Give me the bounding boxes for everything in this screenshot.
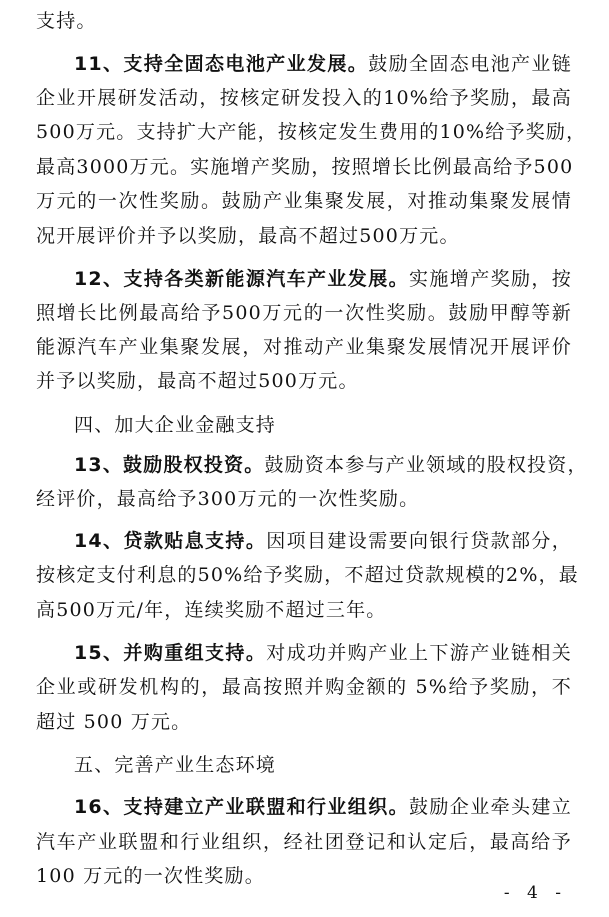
line-text: 能源汽车产业集聚发展，对推动产业集聚发展情况开展评价	[36, 336, 572, 358]
item-title: 14、贷款贴息支持。	[74, 530, 267, 552]
line-text: 照增长比例最高给予500万元的一次性奖励。鼓励甲醇等新	[36, 302, 572, 324]
text-line	[74, 53, 572, 75]
text-line	[36, 121, 587, 143]
line-text: 实施增产奖励，按	[409, 268, 573, 290]
text-line	[36, 302, 572, 324]
text-line	[36, 156, 572, 178]
text-line	[36, 225, 572, 247]
text-line	[74, 268, 572, 290]
line-text: 企业或研发机构的，最高按照并购金额的 5%给予奖励，不	[36, 676, 572, 698]
line-text: 汽车产业联盟和行业组织，经社团登记和认定后，最高给予	[36, 831, 572, 853]
line-text: 高500万元/年，连续奖励不超过三年。	[36, 599, 387, 621]
text-line	[36, 676, 572, 698]
item-title: 11、支持全固态电池产业发展。	[74, 53, 369, 75]
section-heading	[74, 754, 572, 776]
text-line	[74, 454, 588, 476]
item-title: 12、支持各类新能源汽车产业发展。	[74, 268, 410, 290]
text-line	[74, 530, 572, 552]
line-text: 按核定支付利息的50%给予奖励，不超过贷款规模的2%，最	[36, 564, 579, 586]
text-line	[36, 488, 572, 510]
item-title: 15、并购重组支持。	[74, 642, 267, 664]
text-line	[36, 370, 572, 392]
text-line	[36, 711, 572, 733]
line-text: 支持。	[36, 10, 97, 32]
text-line	[36, 190, 572, 212]
line-text: 鼓励资本参与产业领域的股权投资，	[264, 454, 588, 476]
line-text: 500万元。支持扩大产能，按核定发生费用的10%给予奖励，	[36, 121, 587, 143]
item-title: 16、支持建立产业联盟和行业组织。	[74, 796, 410, 818]
line-text: 五、完善产业生态环境	[74, 754, 277, 776]
line-text: 对成功并购产业上下游产业链相关	[266, 642, 572, 664]
text-line	[36, 865, 572, 887]
line-text: 100 万元的一次性奖励。	[36, 865, 265, 887]
section-heading	[74, 414, 572, 436]
text-line	[36, 336, 572, 358]
text-line	[74, 642, 572, 664]
line-text: 超过 500 万元。	[36, 711, 192, 733]
line-text: 四、加大企业金融支持	[74, 414, 277, 436]
line-text: 万元的一次性奖励。鼓励产业集聚发展，对推动集聚发展情	[36, 190, 572, 212]
line-text: 最高3000万元。实施增产奖励，按照增长比例最高给予500	[36, 156, 574, 178]
text-line	[74, 796, 572, 818]
line-text: 并予以奖励，最高不超过500万元。	[36, 370, 359, 392]
item-title: 13、鼓励股权投资。	[74, 454, 265, 476]
text-line	[36, 599, 572, 621]
line-text: 企业开展研发活动，按核定研发投入的10%给予奖励，最高	[36, 87, 572, 109]
line-text: 因项目建设需要向银行贷款部分，	[266, 530, 572, 552]
page-number: - 4 -	[503, 883, 567, 903]
text-line	[36, 831, 572, 853]
line-text: 况开展评价并予以奖励，最高不超过500万元。	[36, 225, 460, 247]
text-line	[36, 10, 572, 32]
line-text: 经评价，最高给予300万元的一次性奖励。	[36, 488, 420, 510]
text-line	[36, 87, 572, 109]
line-text: 鼓励全固态电池产业链	[368, 53, 572, 75]
line-text: 鼓励企业牵头建立	[409, 796, 573, 818]
text-line	[36, 564, 579, 586]
